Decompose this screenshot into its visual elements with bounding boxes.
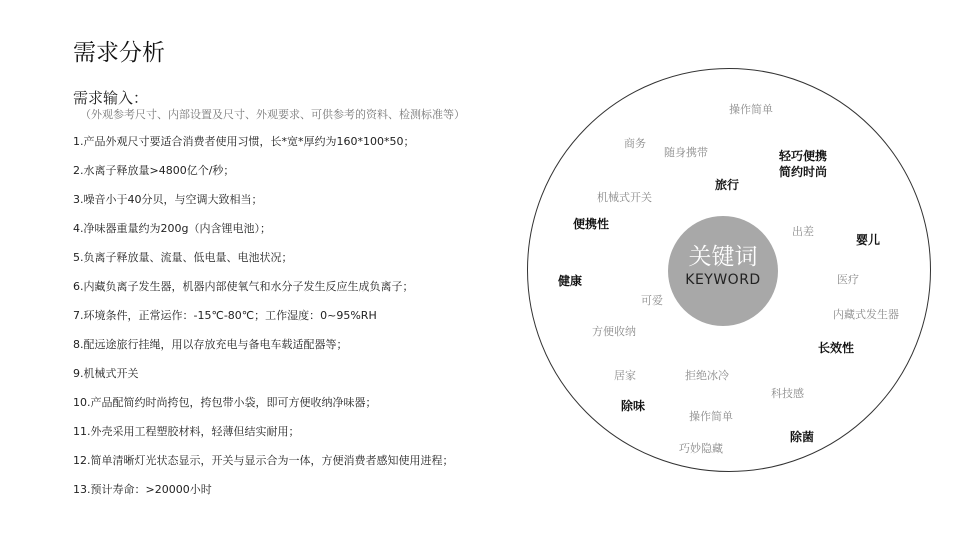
requirement-item: 6.内藏负离子发生器，机器内部使氧气和水分子发生反应生成负离子； bbox=[73, 280, 414, 293]
requirement-item: 7.环境条件，正常运作：-15℃-80℃；工作湿度：0~95%RH bbox=[73, 309, 377, 322]
keyword-label: 出差 bbox=[792, 225, 814, 238]
keyword-label: 婴儿 bbox=[856, 233, 881, 247]
requirements-heading: 需求输入： bbox=[73, 89, 149, 107]
keyword-label: 旅行 bbox=[715, 178, 740, 192]
keyword-label: 居家 bbox=[614, 369, 636, 382]
requirement-item: 12.简单清晰灯光状态显示，开关与显示合为一体，方便消费者感知使用进程； bbox=[73, 454, 454, 467]
requirement-item: 5.负离子释放量、流量、低电量、电池状况； bbox=[73, 251, 293, 264]
keyword-label: 除味 bbox=[621, 399, 646, 413]
keyword-label: 简约时尚 bbox=[779, 165, 828, 179]
keyword-label: 操作简单 bbox=[729, 103, 773, 116]
keyword-label: 长效性 bbox=[818, 341, 855, 355]
keyword-label: 方便收纳 bbox=[592, 325, 636, 338]
keyword-label: 商务 bbox=[624, 137, 646, 150]
requirements-note: （外观参考尺寸、内部设置及尺寸、外观要求、可供参考的资料、检测标准等） bbox=[80, 108, 465, 121]
keyword-label: 医疗 bbox=[837, 273, 859, 286]
requirement-item: 4.净味器重量约为200g（内含锂电池）； bbox=[73, 222, 271, 235]
keyword-label: 操作简单 bbox=[689, 410, 733, 423]
keyword-label: 科技感 bbox=[771, 387, 804, 400]
keyword-label: 随身携带 bbox=[664, 146, 708, 159]
requirement-item: 8.配远途旅行挂绳，用以存放充电与备电车载适配器等； bbox=[73, 338, 348, 351]
requirement-item: 13.预计寿命：>20000小时 bbox=[73, 483, 212, 496]
page-title: 需求分析 bbox=[73, 40, 165, 66]
keyword-label: 机械式开关 bbox=[597, 191, 652, 204]
keyword-label: 除菌 bbox=[790, 430, 815, 444]
keyword-center-circle bbox=[668, 216, 778, 326]
keyword-label: 可爱 bbox=[641, 294, 663, 307]
requirement-item: 9.机械式开关 bbox=[73, 367, 139, 380]
requirement-item: 3.噪音小于40分贝，与空调大致相当； bbox=[73, 193, 263, 206]
requirement-item: 1.产品外观尺寸要适合消费者使用习惯，长*宽*厚约为160*100*50； bbox=[73, 135, 415, 148]
requirement-item: 11.外壳采用工程塑胶材料，轻薄但结实耐用； bbox=[73, 425, 300, 438]
keyword-label: 便携性 bbox=[573, 217, 610, 231]
center-title: 关键词 bbox=[688, 244, 758, 270]
center-subtitle: KEYWORD bbox=[685, 272, 761, 288]
keyword-label: 健康 bbox=[558, 274, 583, 288]
keyword-label: 拒绝冰冷 bbox=[685, 369, 729, 382]
keyword-label: 轻巧便携 bbox=[779, 149, 828, 163]
keyword-label: 内藏式发生器 bbox=[833, 308, 899, 321]
requirement-item: 2.水离子释放量>4800亿个/秒； bbox=[73, 164, 235, 177]
keyword-label: 巧妙隐藏 bbox=[679, 442, 723, 455]
requirement-item: 10.产品配简约时尚挎包，挎包带小袋，即可方便收纳净味器； bbox=[73, 396, 377, 409]
